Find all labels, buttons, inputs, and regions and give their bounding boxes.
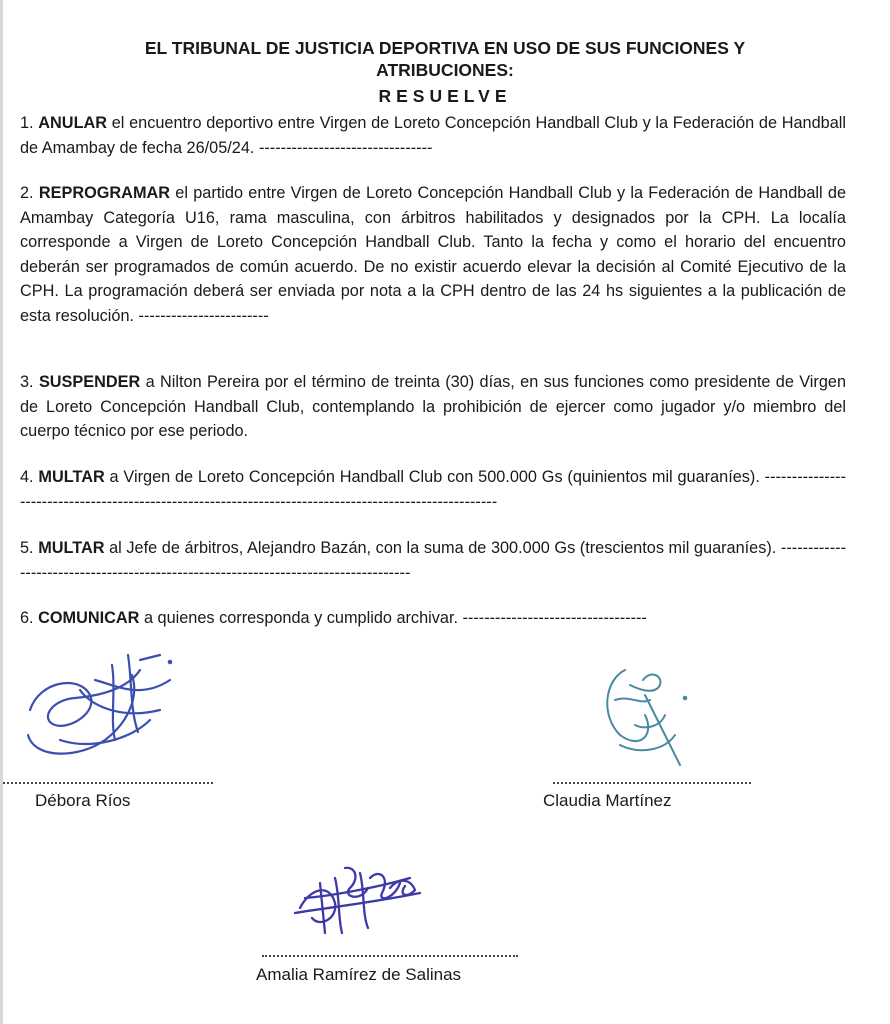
item-verb: REPROGRAMAR [38, 184, 171, 202]
signature-line-left [3, 782, 213, 784]
resolution-item-6 [20, 606, 846, 631]
item-verb: SUSPENDER [38, 373, 141, 391]
signature-line-right [553, 782, 751, 784]
signature-center [290, 848, 430, 943]
signature-left [20, 640, 190, 765]
item-number: 6. [20, 609, 34, 627]
signatory-name-left: Débora Ríos [35, 791, 131, 810]
item-text: el encuentro deportivo entre Virgen de Loreto Concepción Handball Club y la Federación de Handball de Amambay de fecha 26/05/24. -------------------------------- [20, 114, 846, 157]
item-verb: MULTAR [38, 539, 105, 557]
item-number: 1. [20, 114, 34, 132]
signatory-name-center: Amalia Ramírez de Salinas [256, 965, 462, 984]
resolution-item-5 [20, 536, 846, 585]
item-text: a quienes corresponda y cumplido archivar. ---------------------------------- [139, 609, 647, 627]
item-number: 4. [20, 468, 34, 486]
page-edge [0, 0, 3, 1024]
resolution-item-2 [20, 181, 846, 329]
resolution-item-1 [20, 111, 846, 160]
item-text: al Jefe de árbitros, Alejandro Bazán, con la suma de 300.000 Gs (trescientos mil guaraníes). ------------------------------------------------------------------------------------ [20, 539, 846, 582]
resolution-heading-line-2: ATRIBUCIONES: [376, 60, 514, 80]
item-text: el partido entre Virgen de Loreto Concepción Handball Club y la Federación de Handball de Amambay Categoría U16, rama masculina, con árbitros habilitados y designados por la CPH. La localía corresponde a Virgen de Loreto Concepción Handball Club. Tanto la fecha y como el horario del encuentro deberán ser programados de común acuerdo. De no existir acuerdo elevar la decisión al Comité Ejecutivo de la CPH. La programación deberá ser enviada por nota a la CPH dentro de las 24 hs siguientes a la publicación de esta resolución. ------------------------ [20, 184, 846, 325]
item-verb: COMUNICAR [38, 609, 140, 627]
item-text: a Virgen de Loreto Concepción Handball Club con 500.000 Gs (quinientos mil guaraníes). ------------------------------------------------------------------------------------------------------- [20, 468, 846, 511]
resolution-item-4 [20, 465, 846, 514]
item-number: 5. [20, 539, 34, 557]
item-number: 2. [20, 184, 34, 202]
item-text: a Nilton Pereira por el término de treinta (30) días, en sus funciones como presidente de Virgen de Loreto Concepción Handball Club, contemplando la prohibición de ejercer como jugador y/o miembro del cuerpo técnico por ese periodo. [20, 373, 846, 441]
resolution-item-3 [20, 370, 846, 444]
item-verb: ANULAR [38, 114, 108, 132]
signatory-name-right: Claudia Martínez [543, 791, 672, 810]
signature-line-center [262, 955, 518, 957]
signature-right [585, 655, 705, 770]
resolution-heading-line-1: EL TRIBUNAL DE JUSTICIA DEPORTIVA EN USO DE SUS FUNCIONES Y [144, 38, 746, 58]
item-verb: MULTAR [38, 468, 105, 486]
resolution-heading-resuelve: RESUELVE [378, 86, 512, 106]
item-number: 3. [20, 373, 34, 391]
